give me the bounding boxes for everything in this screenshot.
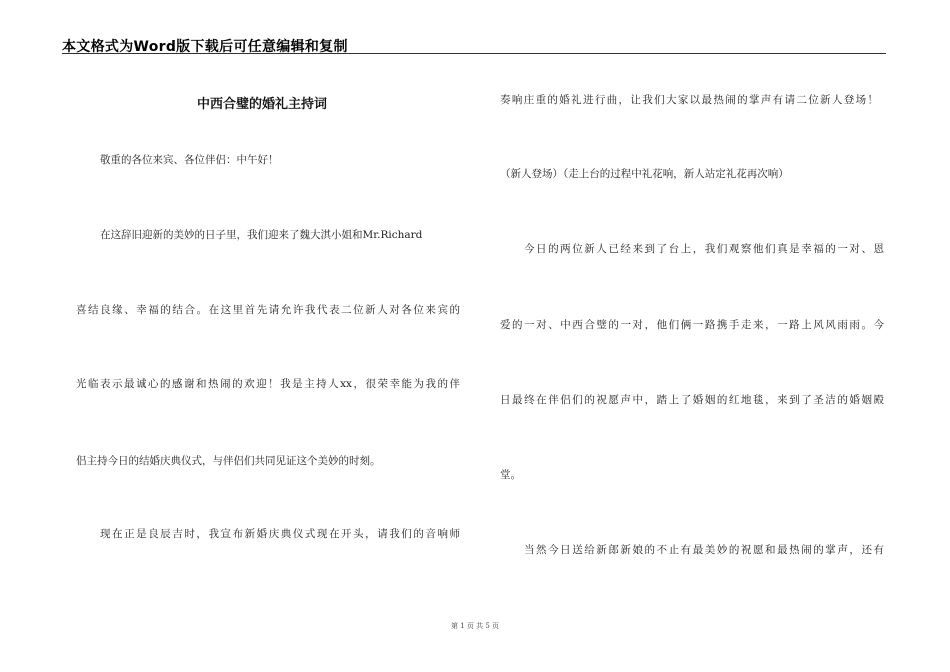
- paragraph-line: 喜结良缘、幸福的结合。在这里首先请允许我代表二位新人对各位来宾的: [76, 304, 460, 316]
- document-title: 中西合璧的婚礼主持词: [196, 97, 327, 112]
- paragraph-line: 奏响庄重的婚礼进行曲，让我们大家以最热闹的掌声有请二位新人登场！: [500, 94, 878, 106]
- paragraph-line: （新人登场）（走上台的过程中礼花响，新人站定礼花再次响）: [500, 168, 789, 180]
- paragraph-line: 爱的一对、中西合璧的一对，他们俩一路携手走来，一路上风风雨雨。今: [500, 319, 884, 331]
- paragraph-line: 侣主持今日的结婚庆典仪式，与伴侣们共同见证这个美妙的时刻。: [76, 455, 381, 467]
- paragraph-line: 当然今日送给新郎新娘的不止有最美妙的祝愿和最热闹的掌声，还有: [524, 544, 884, 556]
- paragraph-line: 日最终在伴侣们的祝愿声中，踏上了婚姻的红地毯，来到了圣洁的婚姻殿: [500, 394, 884, 406]
- header-divider: [62, 53, 886, 54]
- page-number: 第 1 页 共 5 页: [450, 622, 500, 630]
- paragraph-line: 敬重的各位来宾、各位伴侣：中午好！: [100, 154, 279, 166]
- document-banner: 本文格式为Word版下载后可任意编辑和复制: [62, 39, 348, 55]
- paragraph-line: 光临表示最诚心的感谢和热闹的欢迎！我是主持人xx，很荣幸能为我的伴: [76, 378, 460, 390]
- paragraph-line: 在这辞旧迎新的美妙的日子里，我们迎来了魏大淇小姐和Mr.Richard: [100, 229, 423, 241]
- paragraph-line: 现在正是良辰吉时，我宣布新婚庆典仪式现在开头，请我们的音响师: [100, 528, 460, 540]
- paragraph-line: 今日的两位新人已经来到了台上，我们观察他们真是幸福的一对、恩: [524, 243, 884, 255]
- paragraph-line: 堂。: [500, 469, 521, 481]
